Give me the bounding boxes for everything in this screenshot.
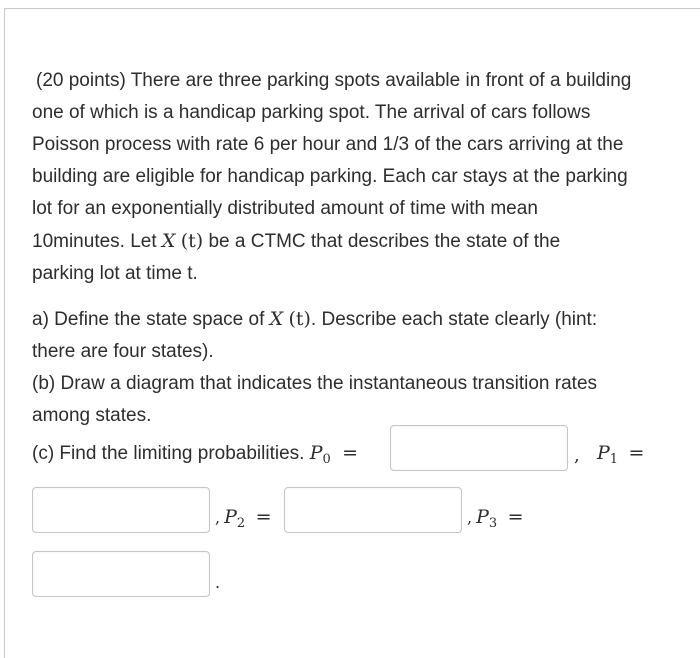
text-segment: . Describe each state clearly (hint: xyxy=(310,309,598,330)
math-sub: 1 xyxy=(609,452,619,467)
part-c-text xyxy=(32,437,358,476)
question-line xyxy=(32,225,687,258)
math-sub: 2 xyxy=(236,516,246,531)
math-P: P xyxy=(224,506,237,528)
equals-sign: = xyxy=(255,506,272,528)
part-a xyxy=(32,303,687,336)
math-arg-t: (t) xyxy=(180,230,204,252)
question-line: parking lot at time t. xyxy=(32,263,198,284)
math-arg-t: (t) xyxy=(288,308,311,330)
period: . xyxy=(215,572,221,592)
answer-field-p3[interactable] xyxy=(32,551,210,597)
question-body xyxy=(32,65,687,432)
math-P: P xyxy=(309,442,323,464)
text-segment: be a CTMC that describes the state of the xyxy=(203,231,561,252)
math-X: X xyxy=(161,230,176,252)
math-P: P xyxy=(597,442,610,464)
math-P3-label xyxy=(467,501,524,540)
math-P1-label xyxy=(597,437,644,476)
comma: , xyxy=(467,508,473,527)
equals-sign: = xyxy=(342,442,359,464)
answer-field-p0[interactable] xyxy=(390,425,568,471)
comma: , xyxy=(574,445,580,466)
question-line: one of which is a handicap parking spot. The arrival of cars follows xyxy=(32,102,591,123)
question-line: building are eligible for handicap parking. Each car stays at the parking xyxy=(32,166,628,187)
question-line: lot for an exponentially distributed amount of time with mean xyxy=(32,198,538,219)
math-sub: 0 xyxy=(322,452,331,467)
part-b-line2: among states. xyxy=(32,405,152,426)
math-P2-label xyxy=(215,501,272,540)
answer-field-p2[interactable] xyxy=(284,487,462,533)
question-line: Poisson process with rate 6 per hour and 1/3 of the cars arriving at the xyxy=(32,134,624,155)
answer-field-p1[interactable] xyxy=(32,487,210,533)
equals-sign: = xyxy=(507,506,524,528)
math-P0 xyxy=(309,442,331,467)
text-segment: (c) Find the limiting probabilities. xyxy=(32,443,305,464)
part-b: (b) Draw a diagram that indicates the instantaneous transition rates xyxy=(32,373,598,394)
question-line: (20 points) There are three parking spots available in front of a building xyxy=(36,70,632,91)
text-segment: a) Define the state space of xyxy=(32,309,270,330)
equals-sign: = xyxy=(628,442,645,464)
text-segment: 10minutes. Let xyxy=(32,231,162,252)
math-sub: 3 xyxy=(488,516,498,531)
comma: , xyxy=(215,508,221,527)
math-X: X xyxy=(269,308,284,330)
math-P: P xyxy=(476,506,489,528)
part-a-line2: there are four states). xyxy=(32,341,214,362)
